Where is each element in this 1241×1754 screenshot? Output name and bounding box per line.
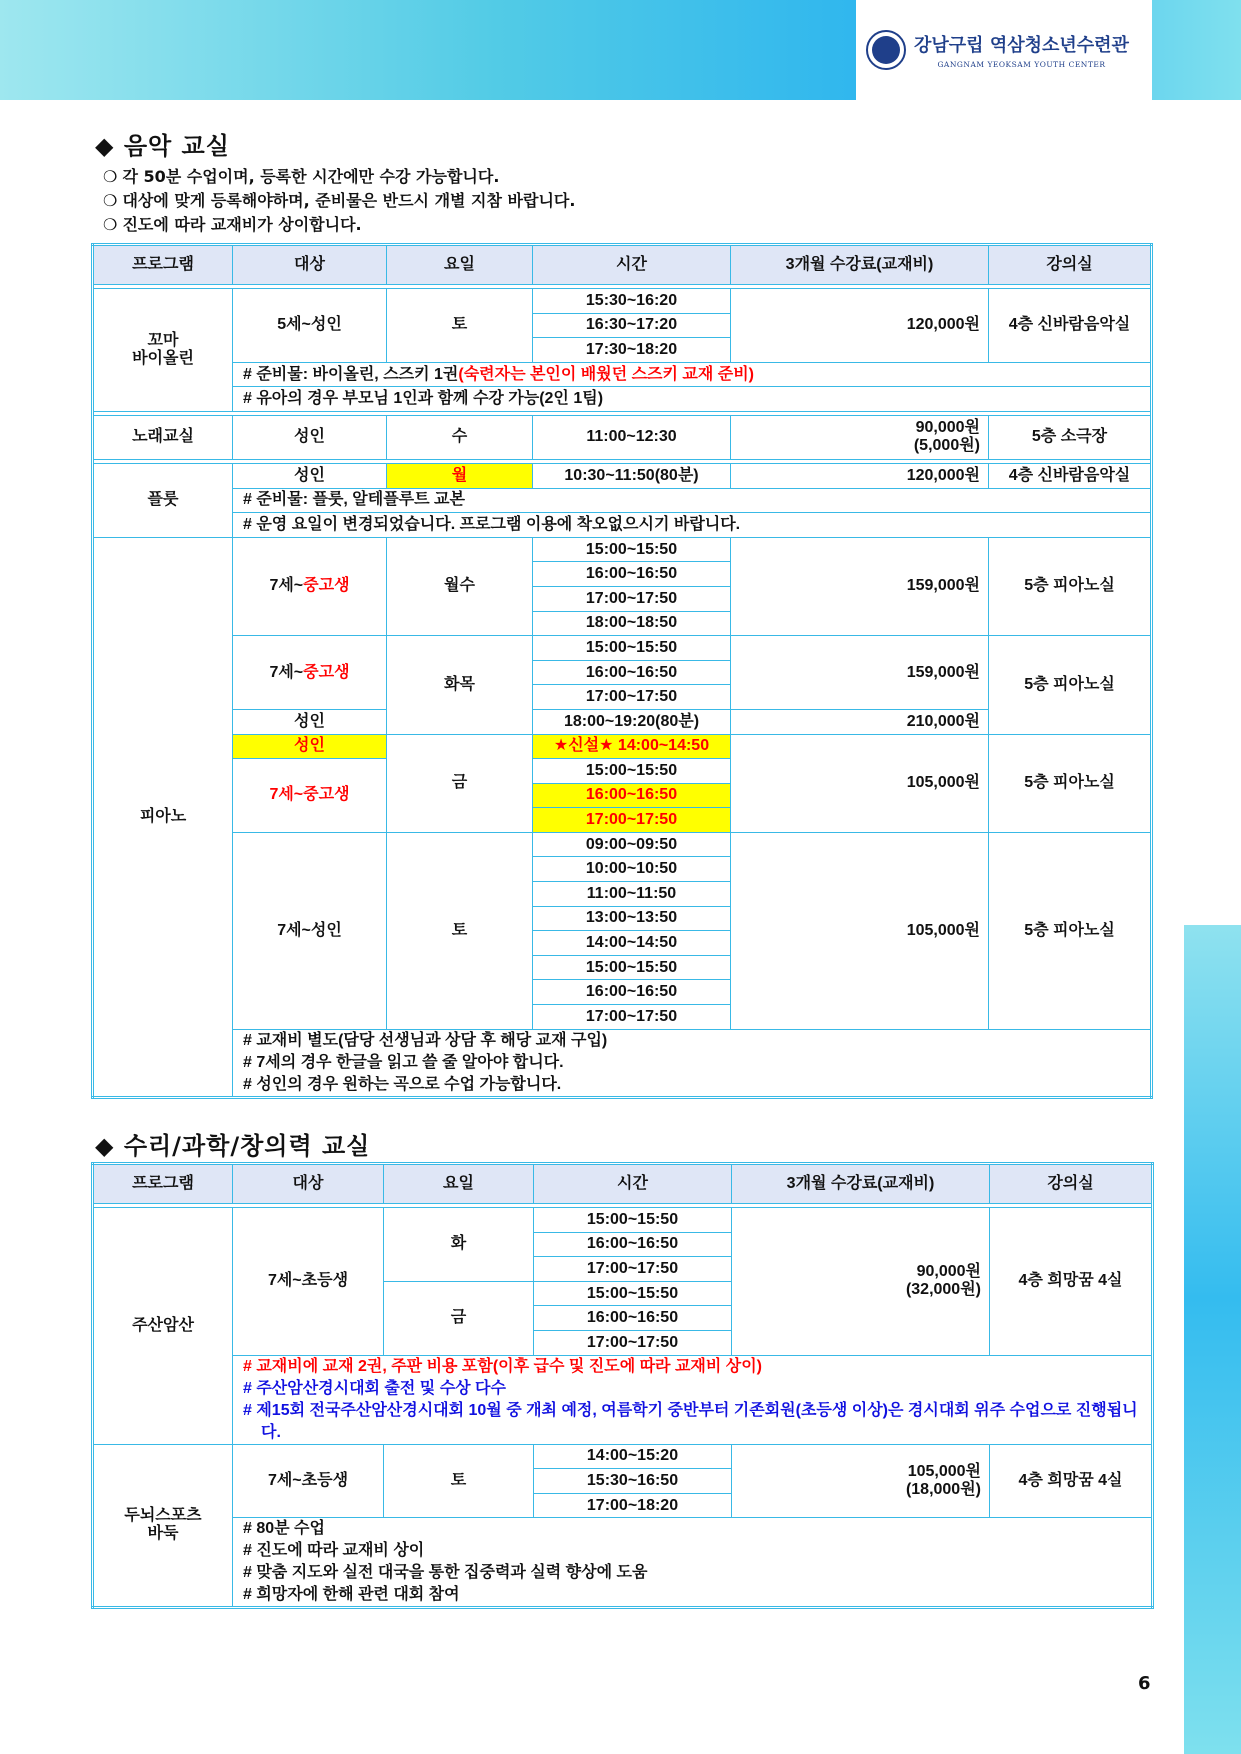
room-cell: 5층 피아노실	[989, 832, 1152, 1029]
room-cell: 5층 소극장	[989, 415, 1152, 459]
music-schedule-table	[91, 243, 1153, 1099]
time-cell: 11:00~12:30	[533, 415, 731, 459]
header-day: 요일	[387, 245, 533, 285]
side-band	[1184, 925, 1241, 1754]
table-row	[93, 488, 1152, 513]
target-cell: 7세~초등생	[233, 1208, 384, 1356]
note-cell	[233, 1355, 1153, 1444]
fee-cell: 159,000원	[731, 636, 989, 710]
note-text: # 성인의 경우 원하는 곡으로 수업 가능합니다.	[243, 1075, 562, 1093]
table-row	[93, 734, 1152, 759]
target-cell: 성인	[233, 415, 387, 459]
target-cell: 5세~성인	[233, 289, 387, 363]
note-text: # 맞춤 지도와 실전 대국을 통한 집중력과 실력 향상에 도움	[243, 1564, 648, 1582]
room-cell: 4층 신바람음악실	[989, 463, 1152, 488]
day-cell: 월	[387, 463, 533, 488]
day-cell: 수	[387, 415, 533, 459]
room-cell: 5층 피아노실	[989, 537, 1152, 635]
fee-material: (18,000원)	[905, 1480, 981, 1498]
note-text: # 희망자에 한해 관련 대회 참여	[243, 1586, 460, 1604]
table-row	[93, 636, 1152, 661]
header-room: 강의실	[989, 245, 1152, 285]
day-cell: 금	[384, 1281, 534, 1355]
fee-cell: 105,000원	[731, 832, 989, 1029]
target-text: 7세~	[269, 663, 304, 681]
table-row	[93, 463, 1152, 488]
science-schedule-table	[91, 1162, 1154, 1609]
program-piano: 피아노	[93, 537, 233, 1097]
time-cell: 10:30~11:50(80분)	[533, 463, 731, 488]
fee-cell: 210,000원	[731, 709, 989, 734]
table-row	[93, 1355, 1153, 1444]
fee-cell	[731, 415, 989, 459]
time-cell: 16:00~16:50	[533, 783, 731, 808]
time-cell: 15:30~16:50	[534, 1469, 732, 1494]
center-emblem-icon	[866, 30, 906, 70]
table-row	[93, 289, 1152, 314]
time-cell: 16:30~17:20	[533, 313, 731, 338]
table-row	[93, 415, 1152, 459]
time-cell: 16:00~16:50	[533, 562, 731, 587]
program-baduk: 두뇌스포츠 바둑	[93, 1444, 233, 1608]
center-logo	[856, 0, 1152, 100]
header-fee: 3개월 수강료(교재비)	[731, 245, 989, 285]
fee-cell: 120,000원	[731, 289, 989, 363]
table-row	[93, 1208, 1153, 1233]
time-cell: 11:00~11:50	[533, 882, 731, 907]
time-cell: 14:00~14:50	[533, 931, 731, 956]
fee-cell: 120,000원	[731, 463, 989, 488]
time-cell: 15:00~15:50	[533, 537, 731, 562]
day-cell: 금	[387, 734, 533, 832]
time-cell: 13:00~13:50	[533, 906, 731, 931]
program-abacus: 주산암산	[93, 1208, 233, 1445]
time-cell: ★신설★ 14:00~14:50	[533, 734, 731, 759]
note-cell	[233, 1518, 1153, 1608]
note-text: # 교재비 별도(담당 선생님과 상담 후 해당 교재 구입)	[243, 1031, 608, 1049]
note-cell	[233, 362, 1152, 387]
fee-amount: 90,000원	[916, 1263, 981, 1281]
target-highlight: 중고생	[303, 663, 350, 681]
target-cell: 7세~초등생	[233, 1444, 384, 1518]
org-name-en: GANGNAM YEOKSAM YOUTH CENTER	[937, 60, 1106, 69]
fee-cell	[732, 1208, 990, 1356]
page-number: 6	[1138, 1673, 1151, 1694]
day-cell: 토	[387, 832, 533, 1029]
music-notes	[103, 165, 575, 237]
table-row	[93, 537, 1152, 562]
note-cell: # 준비물: 플룻, 알테플루트 교본	[233, 488, 1152, 513]
note-text: # 7세의 경우 한글을 읽고 쓸 줄 알아야 합니다.	[243, 1053, 564, 1071]
table-header-row	[93, 245, 1152, 285]
time-cell: 17:30~18:20	[533, 338, 731, 363]
time-cell: 18:00~19:20(80분)	[533, 709, 731, 734]
room-cell: 4층 희망꿈 4실	[990, 1444, 1153, 1518]
note-highlight: (숙련자는 본인이 배웠던 스즈키 교재 준비)	[458, 365, 755, 383]
music-note: ❍ 각 50분 수업이며, 등록한 시간에만 수강 가능합니다.	[103, 165, 575, 189]
time-cell: 17:00~18:20	[534, 1493, 732, 1518]
room-cell: 5층 피아노실	[989, 734, 1152, 832]
time-cell: 15:00~15:50	[534, 1208, 732, 1233]
note-cell: # 운영 요일이 변경되었습니다. 프로그램 이용에 착오없으시기 바랍니다.	[233, 513, 1152, 538]
note-text: # 준비물: 바이올린, 스즈키 1권	[243, 365, 459, 383]
org-name-kr: 강남구립 역삼청소년수련관	[914, 35, 1129, 56]
header-time: 시간	[533, 245, 731, 285]
program-violin: 꼬마 바이올린	[93, 289, 233, 412]
target-cell	[233, 537, 387, 635]
table-row	[93, 1444, 1153, 1469]
note-text: # 교재비에 교재 2권, 주판 비용 포함(이후 급수 및 진도에 따라 교재비 상이)	[243, 1357, 763, 1375]
header-target: 대상	[233, 245, 387, 285]
table-row	[93, 832, 1152, 857]
room-cell: 5층 피아노실	[989, 636, 1152, 734]
time-cell: 18:00~18:50	[533, 611, 731, 636]
day-cell: 토	[384, 1444, 534, 1518]
target-text: 7세~	[269, 577, 304, 595]
day-cell: 화	[384, 1208, 534, 1282]
header-program: 프로그램	[93, 1164, 233, 1204]
fee-amount: 105,000원	[907, 1462, 981, 1480]
table-row	[93, 1029, 1152, 1097]
room-cell: 4층 신바람음악실	[989, 289, 1152, 363]
time-cell: 17:00~17:50	[534, 1330, 732, 1355]
time-cell: 15:00~15:50	[533, 759, 731, 784]
header-time: 시간	[534, 1164, 732, 1204]
science-section-title: ◆ 수리/과학/창의력 교실	[95, 1132, 371, 1160]
note-text: # 80분 수업	[243, 1520, 325, 1538]
music-note: ❍ 진도에 따라 교재비가 상이합니다.	[103, 213, 575, 237]
fee-amount: 90,000원	[915, 419, 980, 437]
day-cell: 토	[387, 289, 533, 363]
table-row	[93, 1518, 1153, 1608]
fee-cell: 105,000원	[731, 734, 989, 832]
time-cell: 17:00~17:50	[533, 1005, 731, 1030]
target-cell: 성인	[233, 734, 387, 759]
note-text: # 제15회 전국주산암산경시대회 10월 중 개최 예정, 여름학기 중반부터 기존회원(초등생 이상)은 경시대회 위주 수업으로 진행됩니다.	[243, 1401, 1138, 1441]
time-cell: 15:00~15:50	[533, 955, 731, 980]
fee-material: (32,000원)	[905, 1281, 981, 1299]
time-cell: 16:00~16:50	[533, 980, 731, 1005]
target-cell: 7세~성인	[233, 832, 387, 1029]
day-cell: 월수	[387, 537, 533, 635]
time-cell: 17:00~17:50	[533, 808, 731, 833]
time-cell: 16:00~16:50	[534, 1306, 732, 1331]
time-cell: 09:00~09:50	[533, 832, 731, 857]
music-section-title: ◆ 음악 교실	[95, 132, 230, 160]
time-cell: 15:00~15:50	[534, 1281, 732, 1306]
time-cell: 17:00~17:50	[533, 586, 731, 611]
target-cell: 성인	[233, 709, 387, 734]
header-target: 대상	[233, 1164, 384, 1204]
note-cell: # 유아의 경우 부모님 1인과 함께 수강 가능(2인 1팀)	[233, 387, 1152, 412]
day-cell: 화목	[387, 636, 533, 734]
header-room: 강의실	[990, 1164, 1153, 1204]
music-note: ❍ 대상에 맞게 등록해야하며, 준비물은 반드시 개별 지참 바랍니다.	[103, 189, 575, 213]
header-fee: 3개월 수강료(교재비)	[732, 1164, 990, 1204]
fee-cell: 159,000원	[731, 537, 989, 635]
note-text: # 진도에 따라 교재비 상이	[243, 1542, 425, 1560]
time-cell: 17:00~17:50	[534, 1257, 732, 1282]
header-program: 프로그램	[93, 245, 233, 285]
time-cell: 17:00~17:50	[533, 685, 731, 710]
target-cell: 성인	[233, 463, 387, 488]
time-cell: 16:00~16:50	[534, 1232, 732, 1257]
time-cell: 15:00~15:50	[533, 636, 731, 661]
table-row	[93, 513, 1152, 538]
note-text: # 주산암산경시대회 출전 및 수상 다수	[243, 1379, 506, 1397]
table-header-row	[93, 1164, 1153, 1204]
time-cell: 15:30~16:20	[533, 289, 731, 314]
target-cell	[233, 636, 387, 710]
fee-material: (5,000원)	[913, 437, 980, 455]
note-cell	[233, 1029, 1152, 1097]
program-singing: 노래교실	[93, 415, 233, 459]
fee-cell	[732, 1444, 990, 1518]
program-flute: 플룻	[93, 463, 233, 537]
time-cell: 14:00~15:20	[534, 1444, 732, 1469]
time-cell: 10:00~10:50	[533, 857, 731, 882]
time-cell: 16:00~16:50	[533, 660, 731, 685]
target-highlight: 중고생	[303, 577, 350, 595]
table-row	[93, 387, 1152, 412]
room-cell: 4층 희망꿈 4실	[990, 1208, 1153, 1356]
header-day: 요일	[384, 1164, 534, 1204]
target-cell: 7세~중고생	[233, 759, 387, 833]
table-row	[93, 362, 1152, 387]
